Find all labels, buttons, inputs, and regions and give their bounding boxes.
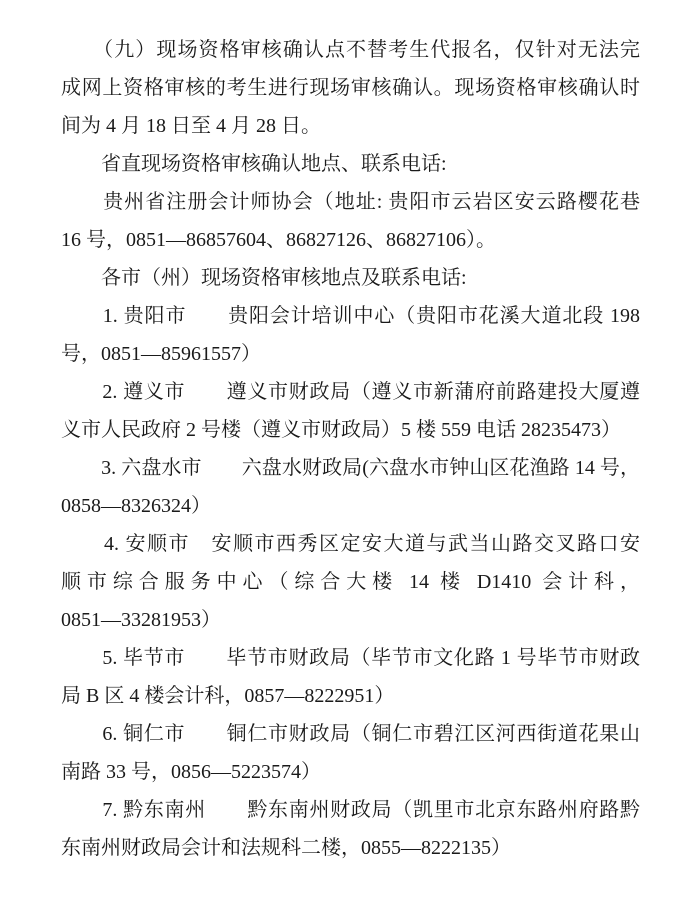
text-line: 0851—33281953）: [61, 609, 221, 631]
text-line: 1. 贵阳市 贵阳会计培训中心（贵阳市花溪大道北段 198: [61, 305, 640, 327]
text-line: 5. 毕节市 毕节市财政局（毕节市文化路 1 号毕节市财政: [61, 647, 640, 669]
text-line: 各市（州）现场资格审核地点及联系电话:: [61, 267, 467, 289]
text-line: 16 号，0851—86857604、86827126、86827106）。: [61, 229, 496, 251]
text-line: 义市人民政府 2 号楼（遵义市财政局）5 楼 559 电话 28235473）: [61, 419, 621, 441]
text-line: 6. 铜仁市 铜仁市财政局（铜仁市碧江区河西街道花果山: [61, 723, 640, 745]
text-line: 贵州省注册会计师协会（地址: 贵阳市云岩区安云路樱花巷: [61, 191, 640, 213]
text-line: 间为 4 月 18 日至 4 月 28 日。: [61, 115, 321, 137]
text-line: 顺市综合服务中心（综合大楼 14 楼 D1410 会计科，: [61, 571, 640, 593]
text-line: 3. 六盘水市 六盘水财政局(六盘水市钟山区花渔路 14 号，: [61, 457, 640, 479]
text-line: 东南州财政局会计和法规科二楼，0855—8222135）: [61, 837, 511, 859]
text-line: 4. 安顺市 安顺市西秀区定安大道与武当山路交叉路口安: [61, 533, 640, 555]
text-line: 省直现场资格审核确认地点、联系电话:: [61, 153, 447, 175]
text-line: 0858—8326324）: [61, 495, 211, 517]
text-line: 成网上资格审核的考生进行现场审核确认。现场资格审核确认时: [61, 77, 640, 99]
text-line: 号，0851—85961557）: [61, 343, 261, 365]
text-line: 局 B 区 4 楼会计科，0857—8222951）: [61, 685, 395, 707]
text-line: 2. 遵义市 遵义市财政局（遵义市新蒲府前路建投大厦遵: [61, 381, 640, 403]
text-line: （九）现场资格审核确认点不替考生代报名，仅针对无法完: [61, 39, 640, 61]
text-line: 南路 33 号，0856—5223574）: [61, 761, 321, 783]
text-line: 7. 黔东南州 黔东南州财政局（凯里市北京东路州府路黔: [61, 799, 640, 821]
